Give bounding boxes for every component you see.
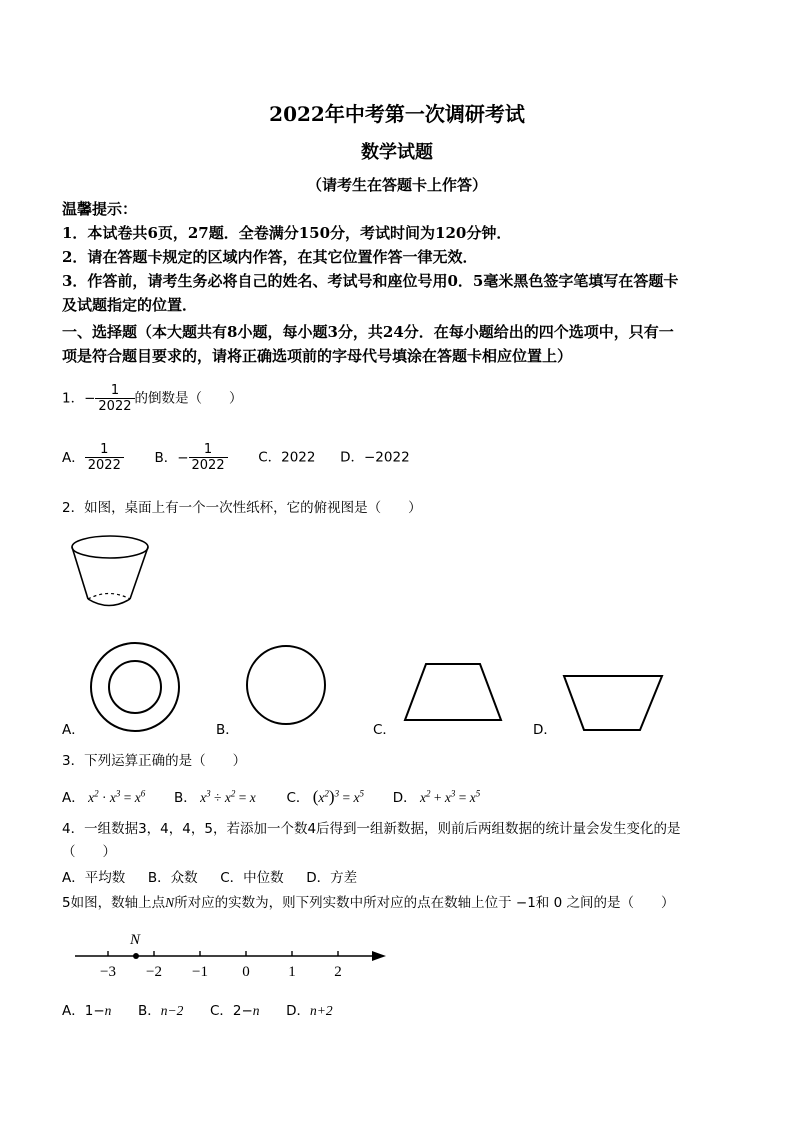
q5-var: N: [165, 895, 175, 910]
q4-option-b[interactable]: B．众数: [147, 870, 198, 886]
tip-item: 3．作答前，请考生务必将自己的姓名、考试号和座位号用0．5毫米黑色签字笔填写在答题卡: [62, 272, 679, 290]
question-4: 4．一组数据3，4，4，5，若添加一个数4后得到一组新数据，则前后两组数据的统计量会发生变化的是: [62, 821, 681, 837]
q1-fraction: [95, 383, 134, 414]
q4-option-c[interactable]: C．中位数: [220, 870, 284, 886]
question-3: 3．下列运算正确的是（ ）: [62, 753, 247, 769]
answer-note: （请考生在答题卡上作答）: [306, 176, 487, 194]
point-n-marker: [133, 953, 139, 959]
tips-heading: 温馨提示：: [62, 200, 138, 218]
q1-prefix: 1．−: [62, 390, 96, 407]
q2-label-a: A．: [62, 722, 85, 738]
option-d-figure[interactable]: [560, 672, 668, 734]
q5-option-d[interactable]: D．n+2: [286, 1003, 333, 1019]
number-line-tick-label: 0: [242, 964, 250, 980]
q5-options: [62, 1001, 333, 1021]
question-5: 5如图，数轴上点N所对应的实数为，则下列实数中所对应的点在数轴上位于 −1和 0 之间的是（ ）: [62, 895, 675, 911]
q3-options: [62, 783, 480, 808]
q4-paren: （ ）: [62, 844, 116, 860]
q1-suffix: 的倒数是（ ）: [134, 390, 243, 407]
q4-option-d[interactable]: D．方差: [306, 870, 358, 886]
q3-option-a[interactable]: A． $x^2 \cdot x^3 = x^6$: [62, 788, 146, 806]
point-n-label: N: [130, 932, 141, 948]
number-line-tick-label: 2: [334, 964, 342, 980]
question-1: [62, 383, 243, 414]
q1-den: 2022: [95, 398, 134, 414]
exam-title: 2022年中考第一次调研考试: [269, 102, 525, 126]
question-2: 2．如图，桌面上有一个一次性纸杯，它的俯视图是（ ）: [62, 500, 422, 516]
q5-option-a[interactable]: A．1−n: [62, 1003, 112, 1019]
q2-label-b: B．: [216, 722, 239, 738]
q1-option-d[interactable]: D．−2022: [340, 449, 410, 466]
q3-option-b[interactable]: B． $x^3 \div x^2 = x$: [174, 788, 256, 806]
tip-item: 2．请在答题卡规定的区域内作答，在其它位置作答一律无效．: [62, 248, 478, 266]
q5-option-c[interactable]: C．2−n: [209, 1003, 260, 1019]
number-line: [70, 926, 390, 986]
option-a-figure[interactable]: [88, 640, 184, 736]
number-line-tick-label: −2: [146, 964, 162, 980]
q1-option-a[interactable]: A． $\frac{1}{2022}$: [62, 450, 124, 466]
arrow-icon: [372, 951, 386, 961]
q4-options: [62, 868, 357, 888]
q1-option-c[interactable]: C．2022: [258, 449, 316, 466]
subject-title: 数学试题: [361, 142, 433, 163]
q1-options: [62, 442, 410, 473]
q3-option-d[interactable]: D． $x^2 + x^3 = x^5$: [392, 788, 481, 806]
section-heading-cont: 项是符合题目要求的，请将正确选项前的字母代号填涂在答题卡相应位置上）: [62, 347, 573, 365]
tip-item: 1．本试卷共6页，27题．全卷满分150分，考试时间为120分钟．: [62, 224, 512, 242]
q5-option-b[interactable]: B．n−2: [137, 1003, 184, 1019]
q3-option-c[interactable]: C． $(x^2)^3 = x^5$: [286, 786, 364, 806]
paper-cup-figure: [66, 532, 162, 616]
option-b-figure[interactable]: [244, 643, 328, 727]
number-line-tick-label: −3: [100, 964, 116, 980]
q2-label-c: C．: [373, 722, 396, 738]
q1-num: 1: [110, 383, 120, 398]
tip-item: 及试题指定的位置．: [62, 296, 198, 314]
number-line-tick-label: 1: [288, 964, 296, 980]
q1-option-b[interactable]: B．− $\frac{1}{2022}$: [154, 450, 227, 466]
number-line-tick-label: −1: [192, 964, 208, 980]
option-c-figure[interactable]: [400, 660, 506, 724]
section-heading: 一、选择题（本大题共有8小题，每小题3分，共24分．在每小题给出的四个选项中，只有一: [62, 323, 674, 341]
q4-option-a[interactable]: A．平均数: [62, 870, 126, 886]
q2-label-d: D．: [533, 722, 557, 738]
